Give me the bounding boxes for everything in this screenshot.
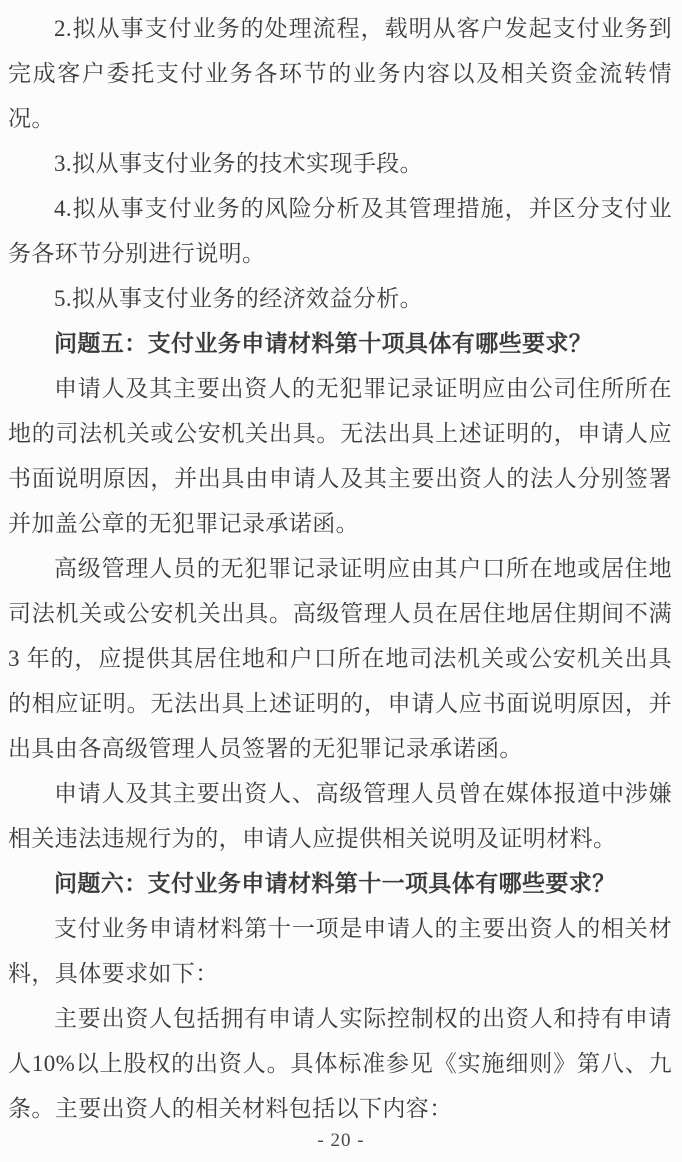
paragraph: 主要出资人包括拥有申请人实际控制权的出资人和持有申请人10%以上股权的出资人。具体标准参见《实施细则》第八、九条。主要出资人的相关材料包括以下内容： [8, 1006, 672, 1121]
paragraph: 5.拟从事支付业务的经济效益分析。 [54, 286, 424, 311]
document-body [8, 6, 672, 1131]
paragraph: 申请人及其主要出资人的无犯罪记录证明应由公司住所所在地的司法机关或公安机关出具。无法出具上述证明的，申请人应书面说明原因，并出具由申请人及其主要出资人的法人分别签署并加盖公章的无犯罪记录承诺函。 [8, 376, 672, 536]
paragraph: 申请人及其主要出资人、高级管理人员曾在媒体报道中涉嫌相关违法违规行为的，申请人应提供相关说明及证明材料。 [8, 781, 672, 851]
question-heading: 问题六：支付业务申请材料第十一项具体有哪些要求？ [54, 871, 616, 896]
paragraph: 高级管理人员的无犯罪记录证明应由其户口所在地或居住地司法机关或公安机关出具。高级管理人员在居住地居住期间不满 3 年的，应提供其居住地和户口所在地司法机关或公安机关出具的相应证明。无法出具上述证明的，申请人应书面说明原因，并出具由各高级管理人员签署的无犯罪记录承诺函。 [8, 556, 672, 761]
page-number: - 20 - [317, 1130, 365, 1151]
paragraph: 支付业务申请材料第十一项是申请人的主要出资人的相关材料，具体要求如下： [8, 916, 672, 986]
question-heading: 问题五：支付业务申请材料第十项具体有哪些要求？ [54, 331, 593, 356]
paragraph: 3.拟从事支付业务的技术实现手段。 [54, 151, 424, 176]
paragraph: 4.拟从事支付业务的风险分析及其管理措施，并区分支付业务各环节分别进行说明。 [8, 196, 672, 266]
paragraph: 2.拟从事支付业务的处理流程，载明从客户发起支付业务到完成客户委托支付业务各环节的业务内容以及相关资金流转情况。 [8, 16, 672, 131]
